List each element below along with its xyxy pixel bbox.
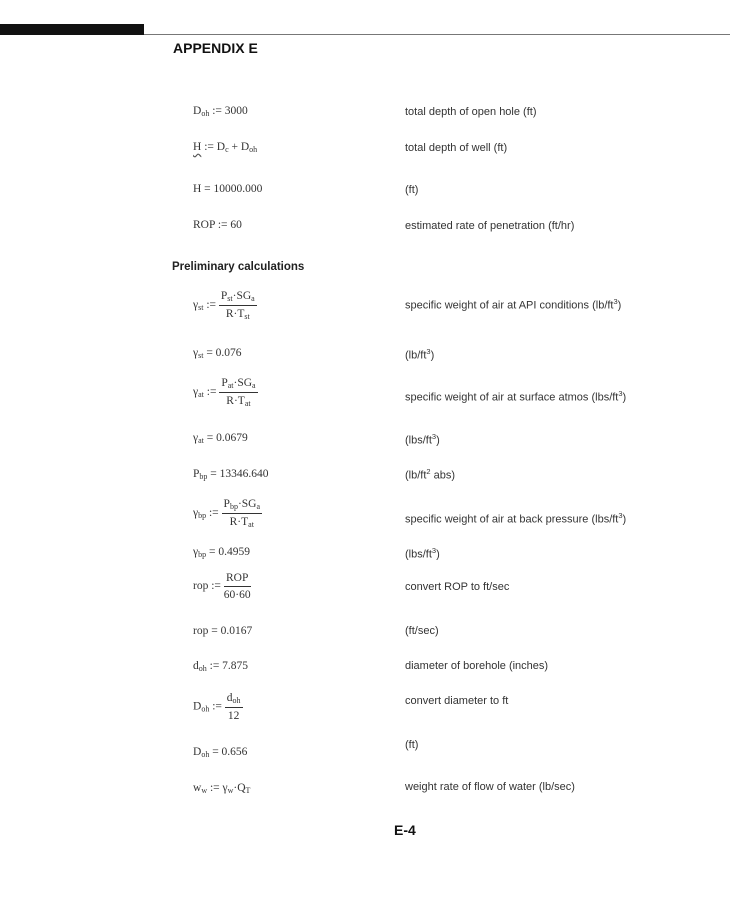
desc-specific-weight-atmos: specific weight of air at surface atmos $(lbs/ft^3)$ bbox=[405, 389, 627, 404]
formula-borehole-diameter: $d_{oh}$ := 7.875 bbox=[193, 660, 249, 673]
unit-specific-weight-api: $(lb/ft^3)$ bbox=[405, 347, 435, 362]
appendix-label: APPENDIX E bbox=[173, 40, 258, 56]
desc-borehole-diameter: diameter of borehole (inches) bbox=[405, 660, 549, 672]
unit-back-pressure: ($lb/ft^2$ abs) bbox=[405, 467, 456, 482]
value-diameter-ft: $D_{oh} = 0.656$ bbox=[193, 746, 248, 759]
formula-rop: ROP := 60 bbox=[193, 219, 242, 231]
desc-rop: estimated rate of penetration (ft/hr) bbox=[405, 220, 575, 232]
value-specific-weight-api: $\gamma_{st} = 0.076$ bbox=[193, 347, 242, 360]
value-specific-weight-atmos: $\gamma_{at} = 0.0679$ bbox=[193, 432, 248, 445]
desc-specific-weight-api: specific weight of air at API conditions $(lb/ft^3)$ bbox=[405, 297, 622, 312]
formula-specific-weight-atmos: $\gamma_{at}$ := $\frac{P_{at}\cdot SG_a}{R\cdot T_{at}}$ bbox=[193, 377, 256, 408]
formula-water-flow-rate: $w_w$ := $\gamma_w\cdot Q_T$ bbox=[193, 782, 251, 795]
header-bar bbox=[0, 24, 144, 35]
section-heading: Preliminary calculations bbox=[172, 261, 305, 273]
formula-specific-weight-bp: $\gamma_{bp}$ := $\frac{P_{bp}\cdot SG_a}{R\cdot T_{at}}$ bbox=[193, 498, 261, 529]
unit-diameter-ft: (ft) bbox=[405, 739, 419, 751]
unit-rop: (ft/sec) bbox=[405, 625, 439, 637]
value-rop: rop = 0.0167 bbox=[193, 625, 253, 637]
page-number: E-4 bbox=[394, 822, 416, 838]
formula-rop-conversion: rop := $\frac{\text{ROP}}{60\cdot 60}$ bbox=[193, 572, 251, 601]
desc-rop-conversion: convert ROP to ft/sec bbox=[405, 581, 510, 593]
unit-total-depth: (ft) bbox=[405, 184, 419, 196]
unit-specific-weight-bp: $(lbs/ft^3)$ bbox=[405, 546, 440, 561]
formula-diameter-conversion: $D_{oh}$ := $\frac{d_{oh}}{12}$ bbox=[193, 692, 241, 722]
header-rule bbox=[144, 34, 730, 35]
value-total-depth: H = 10000.000 bbox=[193, 183, 263, 195]
unit-specific-weight-atmos: $(lbs/ft^3)$ bbox=[405, 432, 440, 447]
value-specific-weight-bp: $\gamma_{bp} = 0.4959$ bbox=[193, 546, 250, 559]
desc-open-hole-depth: total depth of open hole (ft) bbox=[405, 106, 537, 118]
desc-total-depth: total depth of well (ft) bbox=[405, 142, 508, 154]
value-back-pressure: $P_{bp} = 13346.640$ bbox=[193, 468, 269, 481]
formula-open-hole-depth: $D_{oh}$ := 3000 bbox=[193, 105, 248, 118]
formula-specific-weight-api: $\gamma_{st}$ := $\frac{P_{st}\cdot SG_a}{R\cdot T_{st}}$ bbox=[193, 290, 255, 321]
formula-total-depth: H := $D_c + D_{oh}$ bbox=[193, 141, 258, 154]
desc-water-flow-rate: weight rate of flow of water (lb/sec) bbox=[405, 781, 575, 793]
desc-specific-weight-bp: specific weight of air at back pressure $(lbs/ft^3)$ bbox=[405, 511, 627, 526]
desc-diameter-conversion: convert diameter to ft bbox=[405, 695, 509, 707]
